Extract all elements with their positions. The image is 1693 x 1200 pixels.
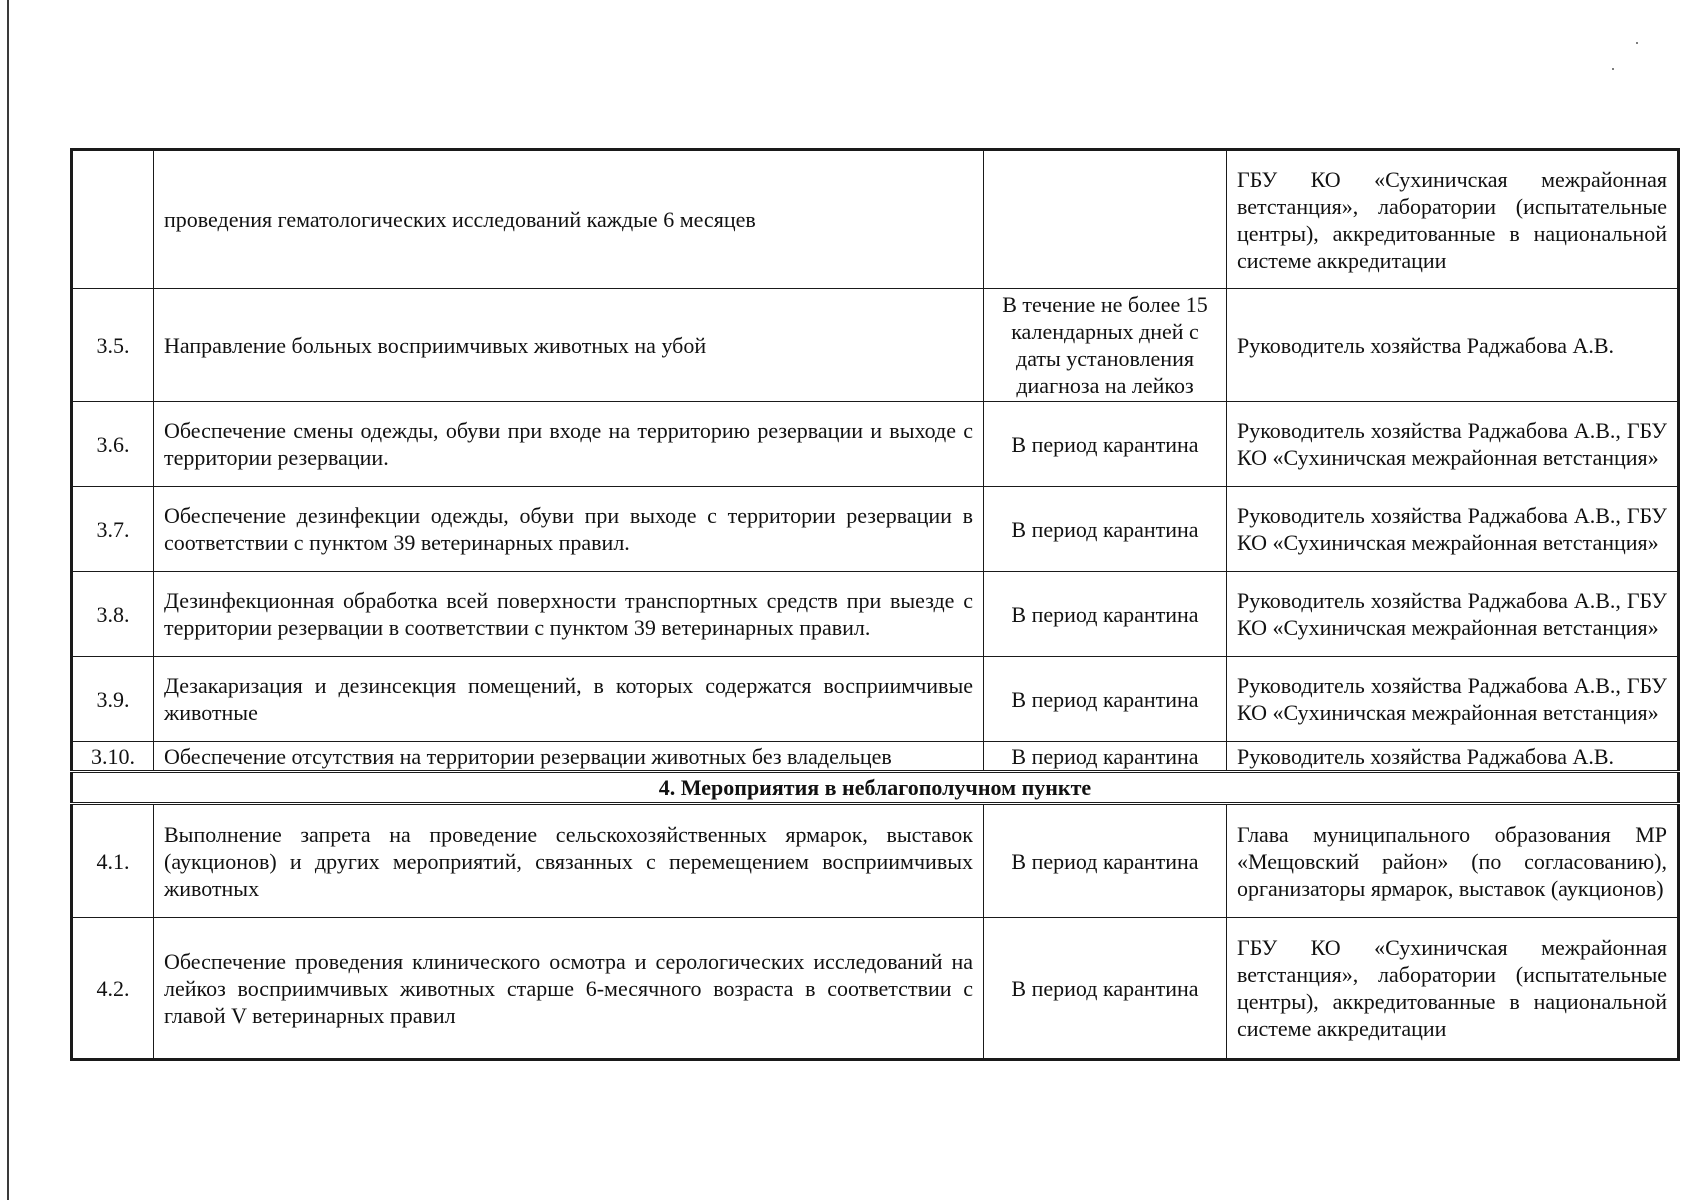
measure-term: В период карантина [984, 918, 1227, 1060]
measure-responsible: Руководитель хозяйства Раджабова А.В. [1227, 289, 1679, 402]
measure-term: В период карантина [984, 742, 1227, 772]
table-row [72, 804, 1679, 918]
measure-term: В период карантина [984, 804, 1227, 918]
measure-responsible: Руководитель хозяйства Раджабова А.В., ГБУ КО «Сухиничская межрайонная ветстанция» [1227, 487, 1679, 572]
measure-term: В течение не более 15 календарных дней с даты установления диагноза на лейкоз [984, 289, 1227, 402]
row-number: 3.8. [72, 572, 154, 657]
measure-responsible: ГБУ КО «Сухиничская межрайонная ветстанция», лаборатории (испытательные центры), аккредитованные в национальной системе аккредитации [1227, 150, 1679, 289]
scan-speck [1612, 68, 1614, 70]
measure-description: Обеспечение дезинфекции одежды, обуви при выходе с территории резервации в соответствии с пунктом 39 ветеринарных правил. [154, 487, 984, 572]
scan-page-edge [7, 0, 9, 1200]
measure-description: Дезакаризация и дезинсекция помещений, в которых содержатся восприимчивые животные [154, 657, 984, 742]
measure-description: Направление больных восприимчивых животных на убой [154, 289, 984, 402]
section-heading-row [72, 772, 1679, 804]
measure-description: Дезинфекционная обработка всей поверхности транспортных средств при выезде с территории резервации в соответствии с пунктом 39 ветеринарных правил. [154, 572, 984, 657]
measure-responsible: Руководитель хозяйства Раджабова А.В., ГБУ КО «Сухиничская межрайонная ветстанция» [1227, 657, 1679, 742]
measure-term: В период карантина [984, 657, 1227, 742]
row-number: 3.10. [72, 742, 154, 772]
table-row [72, 487, 1679, 572]
row-number: 3.9. [72, 657, 154, 742]
table-row [72, 150, 1679, 289]
measure-description: Выполнение запрета на проведение сельскохозяйственных ярмарок, выставок (аукционов) и других мероприятий, связанных с перемещением восприимчивых животных [154, 804, 984, 918]
measure-term [984, 150, 1227, 289]
scan-speck [1636, 42, 1638, 44]
table-row [72, 918, 1679, 1060]
row-number: 3.7. [72, 487, 154, 572]
measure-responsible: Руководитель хозяйства Раджабова А.В. [1227, 742, 1679, 772]
table-row [72, 402, 1679, 487]
measure-responsible: Глава муниципального образования МР «Мещовский район» (по согласованию), организаторы ярмарок, выставок (аукционов) [1227, 804, 1679, 918]
row-number: 4.1. [72, 804, 154, 918]
table-row [72, 289, 1679, 402]
table-row [72, 572, 1679, 657]
measure-term: В период карантина [984, 402, 1227, 487]
row-number: 3.5. [72, 289, 154, 402]
measure-responsible: Руководитель хозяйства Раджабова А.В., ГБУ КО «Сухиничская межрайонная ветстанция» [1227, 402, 1679, 487]
measures-table [70, 148, 1680, 1061]
section-heading: 4. Мероприятия в неблагополучном пункте [72, 772, 1679, 804]
row-number: 3.6. [72, 402, 154, 487]
measure-description: Обеспечение отсутствия на территории резервации животных без владельцев [154, 742, 984, 772]
measure-term: В период карантина [984, 572, 1227, 657]
table-row [72, 742, 1679, 772]
measure-description: Обеспечение смены одежды, обуви при входе на территорию резервации и выходе с территории резервации. [154, 402, 984, 487]
measure-responsible: ГБУ КО «Сухиничская межрайонная ветстанция», лаборатории (испытательные центры), аккредитованные в национальной системе аккредитации [1227, 918, 1679, 1060]
table-row [72, 657, 1679, 742]
measure-term: В период карантина [984, 487, 1227, 572]
row-number: 4.2. [72, 918, 154, 1060]
measure-description: проведения гематологических исследований каждые 6 месяцев [154, 150, 984, 289]
row-number [72, 150, 154, 289]
measure-responsible: Руководитель хозяйства Раджабова А.В., ГБУ КО «Сухиничская межрайонная ветстанция» [1227, 572, 1679, 657]
measure-description: Обеспечение проведения клинического осмотра и серологических исследований на лейкоз восприимчивых животных старше 6-месячного возраста в соответствии с главой V ветеринарных правил [154, 918, 984, 1060]
